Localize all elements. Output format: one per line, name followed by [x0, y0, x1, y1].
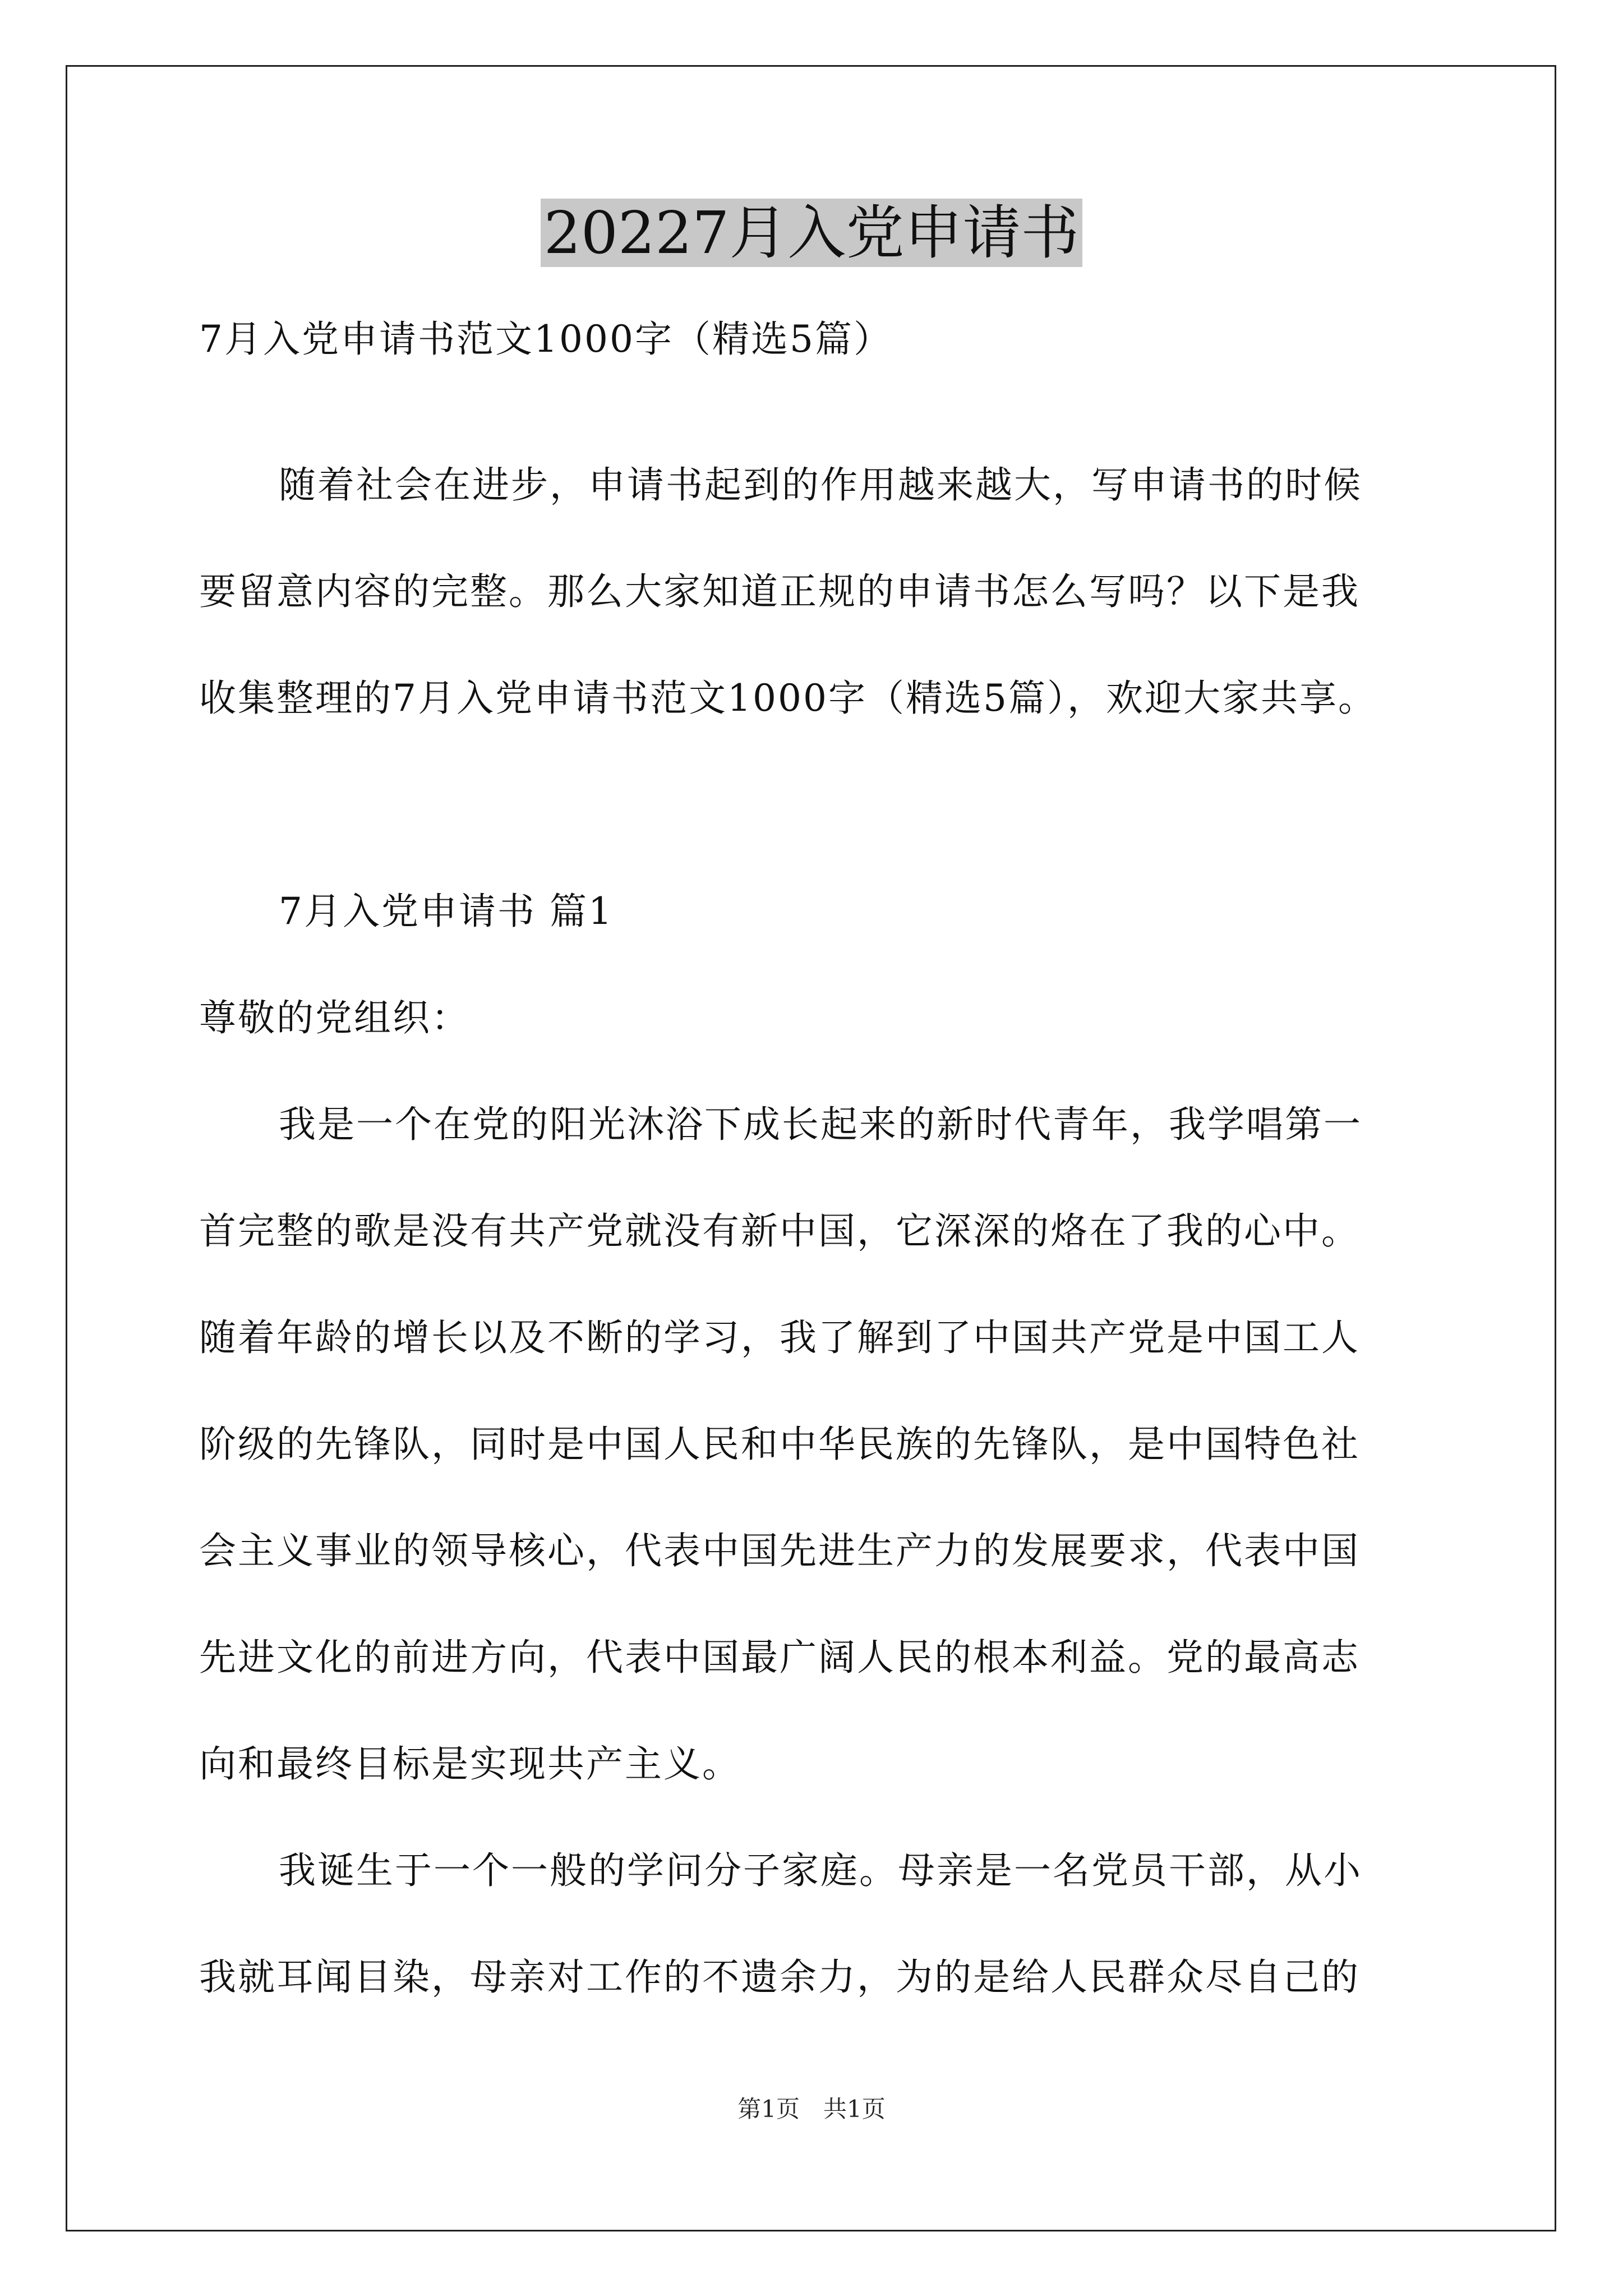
body-line-7: 向和最终目标是实现共产主义。 — [199, 1742, 741, 1786]
page-footer: 第1页 共1页 — [737, 2095, 886, 2123]
body-line-2: 首完整的歌是没有共产党就没有新中国，它深深的烙在了我的心中。 — [199, 1209, 1360, 1253]
document-title: 20227月入党申请书 — [0, 191, 1623, 275]
document-subtitle: 7月入党申请书范文1000字（精选5篇） — [199, 318, 892, 361]
body-line-5: 会主义事业的领导核心，代表中国先进生产力的发展要求，代表中国 — [199, 1529, 1360, 1572]
body-line-6: 先进文化的前进方向，代表中国最广阔人民的根本利益。党的最高志 — [199, 1636, 1360, 1679]
body-line-4: 阶级的先锋队，同时是中国人民和中华民族的先锋队，是中国特色社 — [199, 1423, 1360, 1466]
body-line-9: 我就耳闻目染，母亲对工作的不遗余力，为的是给人民群众尽自己的 — [199, 1955, 1360, 1999]
section-heading: 7月入党申请书 篇1 — [279, 890, 614, 933]
intro-line-3: 收集整理的7月入党申请书范文1000字（精选5篇），欢迎大家共享。 — [199, 677, 1377, 720]
body-line-8: 我诞生于一个一般的学问分子家庭。母亲是一名党员干部，从小 — [279, 1849, 1362, 1892]
intro-line-1: 随着社会在进步，申请书起到的作用越来越大，写申请书的时候 — [279, 463, 1362, 507]
salutation: 尊敬的党组织： — [199, 996, 470, 1039]
intro-line-2: 要留意内容的完整。那么大家知道正规的申请书怎么写吗？以下是我 — [199, 570, 1360, 613]
body-line-3: 随着年龄的增长以及不断的学习，我了解到了中国共产党是中国工人 — [199, 1316, 1360, 1359]
body-line-1: 我是一个在党的阳光沐浴下成长起来的新时代青年，我学唱第一 — [279, 1103, 1362, 1146]
